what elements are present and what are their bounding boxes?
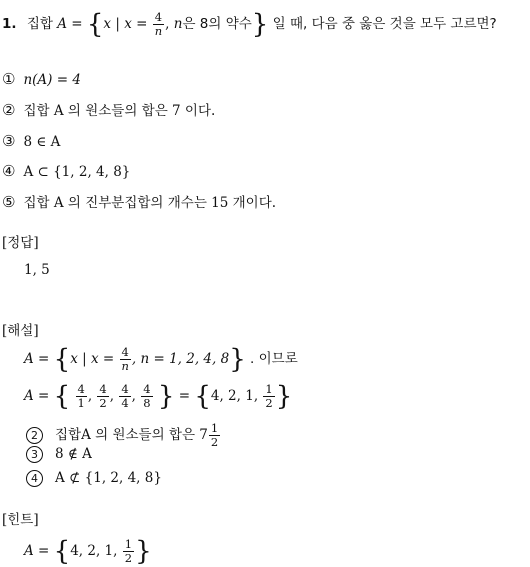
- solution-mid-eq: =: [178, 388, 191, 404]
- fraction-numerator: 4: [120, 346, 131, 360]
- solution-result: 4, 2, 1,: [210, 388, 259, 404]
- fraction: [120, 346, 131, 373]
- fraction-numerator: 4: [121, 382, 129, 396]
- left-brace: {: [53, 344, 71, 375]
- problem-statement: 1. 집합 A = {x | x = $\frac{4}{n}$ , n은 8의 약수} 일 때, 다음 중 옳은 것을 모두 고르면?: [2, 9, 497, 40]
- fraction: [141, 383, 152, 410]
- solution-note-3: [26, 445, 92, 463]
- answer-label: [정답]: [2, 235, 39, 251]
- solution-lhs-2: A =: [24, 388, 50, 404]
- condition-var: n: [173, 16, 183, 32]
- right-brace: }: [251, 9, 269, 40]
- fraction-numerator: 4: [153, 11, 164, 25]
- fraction-numerator: 4: [99, 382, 107, 396]
- choice-3: [2, 132, 60, 151]
- solution-line-1: [24, 346, 298, 373]
- note-marker: 4: [26, 470, 43, 487]
- choice-marker: ③: [2, 132, 16, 150]
- fraction-numerator: 4: [143, 382, 151, 396]
- fraction-numerator: 1: [265, 382, 273, 396]
- left-brace: {: [53, 536, 71, 567]
- set-var: x: [103, 16, 112, 32]
- solution-x-eq: x =: [90, 351, 115, 367]
- fraction: [76, 383, 87, 410]
- choice-text: n(A) = 4: [23, 72, 81, 88]
- fraction-denominator: 1: [77, 396, 85, 410]
- fraction: [123, 538, 134, 565]
- left-brace: {: [194, 381, 211, 412]
- choice-marker: ④: [2, 162, 16, 180]
- solution-bar: |: [82, 351, 87, 367]
- problem-number: 1.: [2, 16, 17, 32]
- hint-set: 4, 2, 1,: [70, 543, 118, 559]
- set-name: A: [57, 16, 67, 32]
- hint-line: [24, 538, 152, 565]
- choice-marker: ②: [2, 101, 16, 119]
- fraction-denominator: 2: [124, 551, 133, 565]
- choice-marker: ①: [2, 70, 16, 88]
- choice-5: [2, 193, 276, 212]
- right-brace: }: [229, 344, 246, 375]
- fraction: [209, 422, 220, 449]
- choice-marker: ⑤: [2, 193, 16, 211]
- fraction-denominator: 2: [99, 396, 107, 410]
- choice-4: [2, 162, 130, 181]
- fraction-numerator: 1: [210, 421, 219, 435]
- fraction: [263, 383, 274, 410]
- set-bar: |: [115, 16, 120, 32]
- fraction-numerator: 4: [77, 382, 85, 396]
- fraction-denominator: 8: [143, 396, 151, 410]
- fraction: [153, 11, 164, 38]
- fraction: [119, 383, 130, 410]
- solution-suffix: . 이므로: [250, 351, 298, 367]
- fraction-denominator: n: [154, 24, 163, 38]
- note-text: 집합A 의 원소들의 합은 7: [55, 427, 208, 443]
- hint-label: [힌트]: [2, 512, 39, 528]
- solution-condition: , n = 1, 2, 4, 8: [131, 351, 230, 367]
- equals: =: [71, 16, 83, 32]
- note-text: 8 ∉ A: [55, 446, 92, 462]
- note-marker: 3: [26, 446, 43, 463]
- problem-tail: 일 때, 다음 중 옳은 것을 모두 고르면?: [272, 16, 497, 32]
- choice-text: 8 ∈ A: [23, 134, 61, 150]
- fraction-denominator: 2: [210, 435, 219, 449]
- fraction-denominator: 4: [121, 396, 129, 410]
- solution-note-4: [26, 469, 162, 487]
- solution-label: [해설]: [2, 323, 39, 339]
- choice-text: A ⊂ {1, 2, 4, 8}: [23, 164, 131, 180]
- problem-lead: 집합: [26, 16, 53, 32]
- fraction-denominator: n: [121, 359, 129, 373]
- set-var-2: x: [124, 16, 132, 32]
- note-text: A ⊄ {1, 2, 4, 8}: [55, 470, 162, 486]
- fraction-numerator: 1: [124, 537, 133, 551]
- solution-line-2: A = { $\frac{4}{1}$ , $\frac{4}{2}$ , $\frac{4}{4}$ , $\frac{4}{8}$ } = {4, 2, 1, $\frac{1}{2}$ }: [24, 381, 293, 412]
- hint-lhs: A =: [24, 543, 50, 559]
- choice-2: [2, 101, 215, 120]
- solution-lhs: A =: [24, 351, 50, 367]
- note-marker: 2: [26, 427, 43, 444]
- right-brace: }: [275, 381, 293, 412]
- fraction: [97, 383, 108, 410]
- condition-text: 은 8의 약수: [182, 16, 252, 32]
- left-brace: {: [53, 381, 71, 412]
- right-brace: }: [135, 536, 152, 567]
- choice-text: 집합 A 의 진부분집합의 개수는 15 개이다.: [23, 195, 277, 211]
- solution-set-var: x: [70, 351, 78, 367]
- right-brace: }: [157, 381, 175, 412]
- fraction-denominator: 2: [265, 396, 273, 410]
- choice-text: 집합 A 의 원소들의 합은 7 이다.: [23, 103, 216, 119]
- answer-value: 1, 5: [24, 262, 50, 278]
- choice-1: [2, 70, 81, 89]
- left-brace: {: [86, 9, 104, 40]
